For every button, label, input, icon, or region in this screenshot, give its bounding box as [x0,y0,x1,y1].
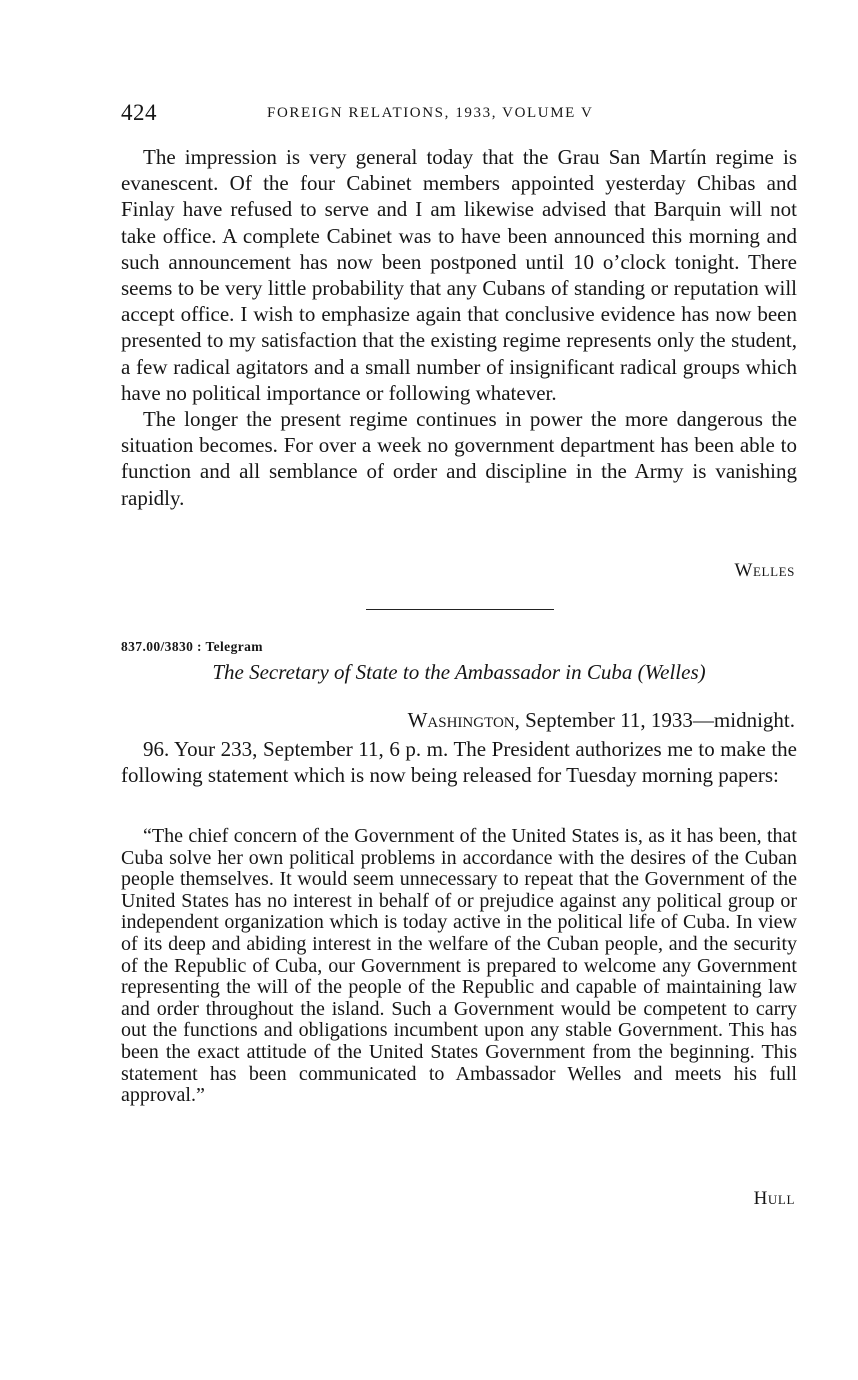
dateline-place: Washington, [407,708,520,732]
signature-hull: Hull [753,1188,795,1209]
page-number: 424 [121,100,157,125]
running-title: FOREIGN RELATIONS, 1933, VOLUME V [267,105,594,121]
second-document-intro [121,736,797,788]
first-document-body [121,144,797,511]
dateline-date: September 11, 1933—midnight. [519,708,795,732]
paragraph-2: The longer the present regime continues in power the more dangerous the situation becomes. For over a week no government department has been able to function and all semblance of order and discipline in the Army is vanishing rapidly. [121,407,797,510]
signature-welles: Welles [734,560,795,581]
intro-paragraph: 96. Your 233, September 11, 6 p. m. The President authorizes me to make the following statement which is now being released for Tuesday morning papers: [121,737,797,788]
section-divider [366,609,554,610]
quoted-statement [121,826,797,1107]
running-head [121,100,797,130]
dateline [408,708,795,733]
file-reference: 837.00/3830 : Telegram [121,639,263,654]
quoted-statement-text: “The chief concern of the Government of the United States is, as it has been, that Cuba solve her own political problems in accordance with the desires of the Cuban people themselves. It would seem unnecessary to repeat that the Government of the United States has no interest in behalf of or prejudice against any political group or independent organization which is today active in the political life of Cuba. In view of its deep and abiding interest in the welfare of the Cuban people, and the security of the Republic of Cuba, our Government is prepared to welcome any Government representing the will of the people of the Republic and capable of maintaining law and order throughout the island. Such a Government would be competent to carry out the functions and obligations incumbent upon any stable Government. This has been the exact attitude of the United States Government from the beginning. This statement has been communicated to Ambassador Welles and meets his full approval.” [121,825,797,1107]
document-title: The Secretary of State to the Ambassador in Cuba (Welles) [212,660,706,684]
paragraph-1: The impression is very general today that the Grau San Martín regime is evanescent. Of the four Cabinet members appointed yesterday Chibas and Finlay have refused to serve and I am likewise advised that Barquin will not take office. A complete Cabinet was to have been announced this morning and such announcement has now been postponed until 10 o’clock tonight. There seems to be very little probability that any Cubans of standing or reputation will accept office. I wish to emphasize again that conclusive evidence has now been presented to my satisfaction that the existing regime represents only the student, a few radical agitators and a small number of insignificant radical groups which have no political importance or following whatever. [121,145,797,405]
